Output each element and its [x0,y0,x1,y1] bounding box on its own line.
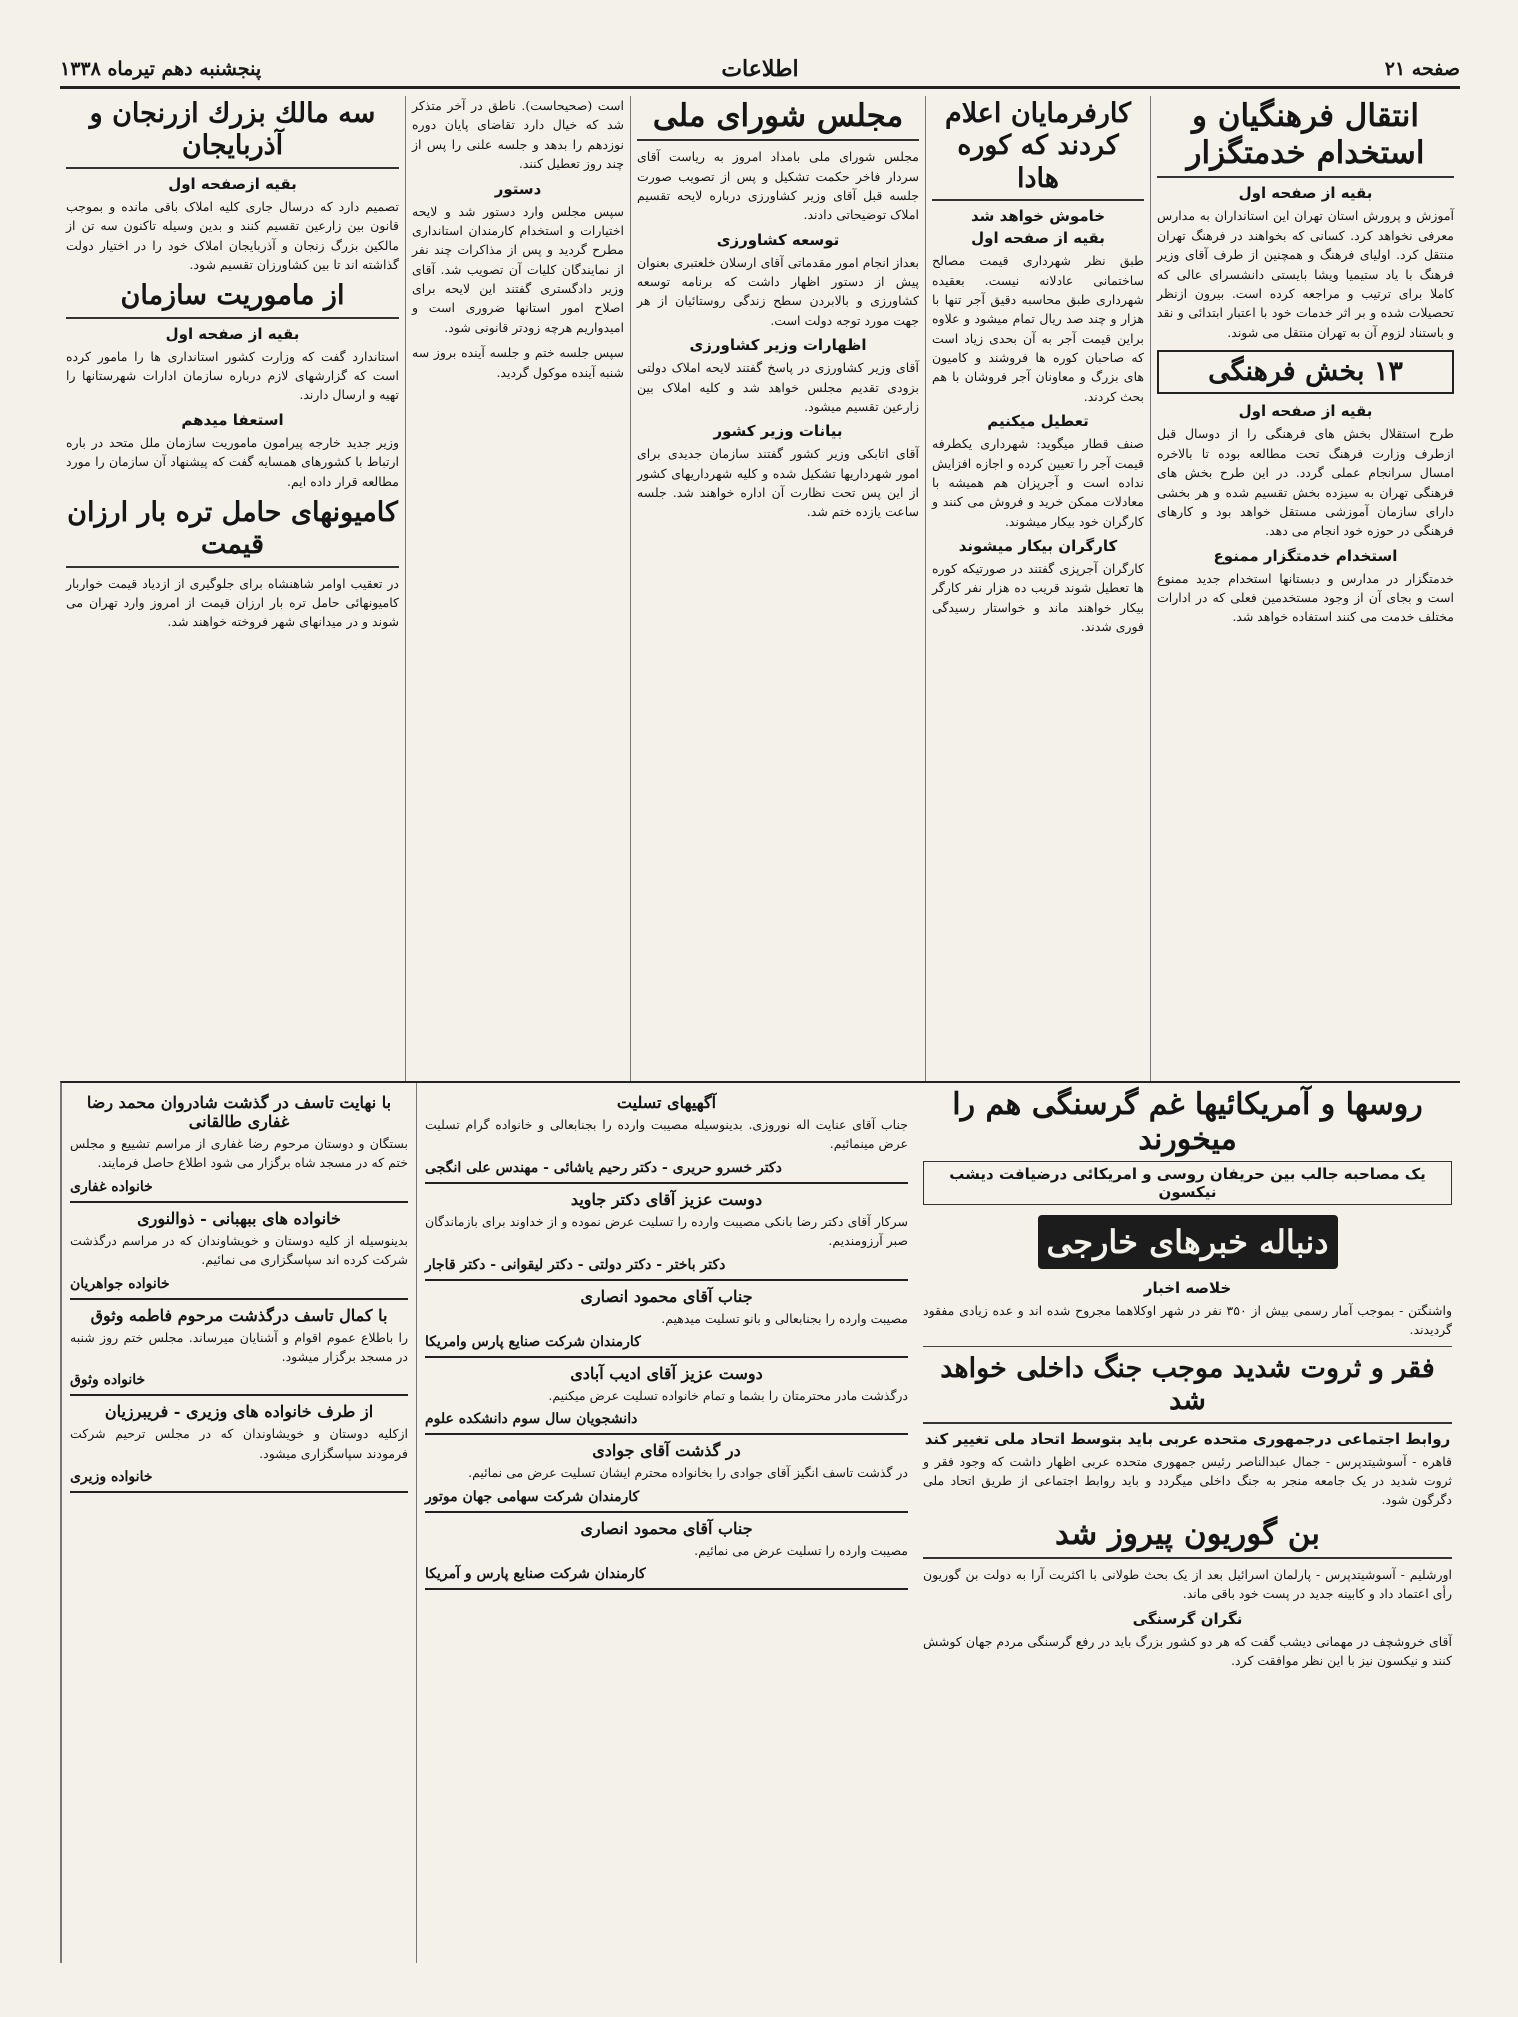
foreign-news-section [915,1081,1460,1963]
notice-title: خانواده های ببهبانی - ذوالنوری [137,1208,341,1228]
notice-body: مصیبت وارده را تسلیت عرض می نمائیم. [694,1542,908,1558]
subhead: توسعه کشاورزی [716,230,840,249]
continued-note: بقیه از صفحه اول [165,324,300,343]
notice-title: جناب آقای محمود انصاری [580,1286,753,1306]
notice-body: ازکلیه دوستان و خویشاوندان که در مجلس ترحیم شرکت فرمودند سپاسگزاری میشود. [70,1426,408,1461]
masthead [60,52,1460,89]
notice-signature: خانواده جواهریان [70,1275,170,1292]
headline-teacher-transfer: انتقال فرهنگیان و استخدام خدمتگزار [1157,98,1454,178]
column-3 [630,96,925,1081]
notice-title: با کمال تاسف درگذشت مرحوم فاطمه وثوق [90,1305,388,1325]
notice-signature: دانشجویان سال سوم دانشکده علوم [425,1411,638,1428]
paper-name: اطلاعات [721,56,799,82]
subhead: کارگران بیکار میشوند [958,537,1118,556]
subhead: استعفا میدهم [181,410,284,429]
notice-signature: خانواده وزیری [70,1469,153,1485]
notice-signature: کارمندان شرکت سهامی جهان موتور [425,1488,640,1505]
column-1 [1150,96,1460,1081]
article-body: در تعقیب اوامر شاهنشاه برای جلوگیری از ازدیاد قیمت خواربار کامیونهائی حامل تره بار ارزان قیمت از امروز وارد تهران می شوند و در میدانهای شهر فروخته خواهند شد. [66,575,399,630]
subhead: نگران گرسنگی [1132,1609,1243,1628]
continued-note: بقیه از صفحه اول [971,229,1105,248]
headline-13-districts: ۱۳ بخش فرهنگی [1157,350,1454,394]
notice-body: مصیبت وارده را بجنابعالی و بانو تسلیت میدهیم. [661,1310,908,1326]
issue-date: پنجشنبه دهم تیرماه ۱۳۳۸ [60,58,262,80]
notice [425,1087,908,1184]
article-body: طرح استقلال بخش های فرهنگی را از دوسال قبل ازطرف وزارت فرهنگ تحت مطالعه بوده تا بالاخره امسال سرانجام عملی گردد. در این طرح بخش های فرهنگی تهران به سیزده بخش تقسیم شده و هر بخشی دارای سازمان آموزشی مستقل خواهد بود و کارهای فرهنگی در حوزه خود انجام می دهد. [1157,426,1454,539]
subhead: اظهارات وزیر کشاورزی [689,336,867,355]
foreign-banner-subhead: یک مصاحبه جالب بین حریفان روسی و امریکائی درضیافت دیشب نیکسون [923,1161,1452,1205]
notice-title: از طرف خانواده های وزیری - فریبرزیان [104,1402,374,1422]
headline-kilns: کارفرمایان اعلام کردند که کوره هادا [932,98,1144,201]
notice [70,1087,408,1203]
article-body: آقای خروشچف در مهمانی دیشب گفت که هر دو کشور بزرگ باید در رفع گرسنگی مردم جهان کوشش کنند و نیکسون نیز با این نظر موافقت کرد. [923,1633,1452,1668]
notices-column-right [416,1083,916,1963]
notice-body: بستگان و دوستان مرحوم رضا غفاری از مراسم تشییع و مجلس ختم که در مسجد شاه برگزار می شود اطلاع حاصل فرمایند. [70,1136,408,1171]
notice-signature: خانواده وثوق [70,1372,146,1389]
headline-parliament: مجلس شورای ملی [637,98,919,141]
subhead: خاموش خواهد شد [970,207,1106,226]
article-body: صنف قطار میگوید: شهرداری یکطرفه قیمت آجر را تعیین کرده و اجازه افزایش نداده است و آجرپزان هم همیشه با معادلات ممکن خرید و فروش می کنند و کارگران خود بیکار میشوند. [932,436,1144,529]
article-body: واشنگتن - بموجب آمار رسمی بیش از ۳۵۰ نفر در شهر اوکلاهما مجروح شده اند و عده زیادی مفقود گردیدند. [923,1303,1452,1338]
column-5 [60,96,405,1081]
column-2 [925,96,1150,1081]
notice-signature: دکتر باختر - دکتر دولتی - دکتر لیقوانی - دکتر قاجار [425,1256,726,1273]
article-body: وزیر جدید خارجه پیرامون ماموریت سازمان ملل متحد در باره ارتباط با کشورهای همسایه گفت که پیشنهاد آن سازمان را مورد مطالعه قرار داده ایم. [66,434,399,489]
subhead: بیانات وزیر کشور [713,422,843,441]
notice-signature: کارمندان شرکت صنایع پارس وامریکا [425,1333,641,1350]
notice-body: بدینوسیله از کلیه دوستان و خویشاوندان که در مراسم درگذشت شرکت کرده اند سپاسگزاری می نمائیم. [70,1232,408,1268]
notice-signature: دکتر خسرو حریری - دکتر رحیم یاشائی - مهندس علی انگجی [425,1159,782,1176]
notice [70,1396,408,1493]
notices-column-left [61,1083,416,1963]
notice-title: با نهایت تاسف در گذشت شادروان محمد رضا غفاری طالقانی [86,1093,392,1131]
notice-title: در گذشت آقای جوادی [592,1441,741,1461]
headline-poverty-wealth: فقر و ثروت شدید موجب جنگ داخلی خواهد شد [923,1353,1452,1424]
subhead: روابط اجتماعی درجمهوری متحده عربی باید بتوسط اتحاد ملی تغییر کند [924,1429,1451,1448]
subhead: تعطیل میکنیم [987,412,1089,431]
notice [425,1184,908,1281]
condolence-notices-area [60,1081,916,1963]
notice [425,1281,908,1358]
article-body: آموزش و پرورش استان تهران این استانداران به مدارس معرفی نخواهد کرد. کسانی که بخواهند در فرهنگ تهران منتقل کرد. اولیای فرهنگ و همچنین از طرف آقای وزیر فرهنگ با یاد ستیمیا ویشا بایستی دانشسرای عالی که کاملا برای ترتیب و مراجعه کرده است. بیرون ازنظر تحصیلات شده و بر اثر خدمات خود با اعتبار ابتدائی و نقد و باستناد لزوم آن به تهران منتقل می شوند. [1157,208,1454,340]
article-body: سپس مجلس وارد دستور شد و لایحه اختیارات و استخدام کارمندان استانداری مطرح گردید و پس از مذاکرات چند نفر از نمایندگان کلیات آن تصویب شد. آقای وزیر دادگستری گفتند این لایحه برای اصلاح امور استانها ضروری است و امیدواریم هرچه زودتر قانونی شود. [412,203,624,335]
headline-trucks: کامیونهای حامل تره بار ارزان قیمت [66,497,399,568]
notice [425,1435,908,1512]
subhead: دستور [494,179,542,198]
notice-body: را باطلاع عموم اقوام و آشنایان میرساند. مجلس ختم روز شنبه در مسجد برگزار میشود. [70,1329,408,1364]
page-number: صفحه ۲۱ [1384,58,1460,80]
article-body: خدمتگزار در مدارس و دبستانها استخدام جدید ممنوع است و بجای آن از وجود مستخدمین فعلی که در ادارات مختلف خدمت می کنند استفاده خواهد شد. [1157,570,1454,625]
continued-note: بقیه از صفحه اول [1238,184,1373,203]
notice-title: جناب آقای محمود انصاری [580,1518,753,1538]
foreign-banner-headline: روسها و آمریکائیها غم گرسنگی هم را میخورند [952,1087,1423,1157]
subhead: خلاصه اخبار [1143,1279,1232,1297]
notice-body: درگذشت مادر محترمتان را بشما و تمام خانواده تسلیت عرض میکنیم. [548,1387,908,1403]
divider [923,1346,1452,1347]
continued-note: بقیه ازصفحه اول [168,174,297,193]
notice-body: جناب آقای عنایت اله نوروزی. بدینوسیله مصیبت وارده را بجنابعالی و خانواده گرام تسلیت عرض مینمائیم. [425,1117,908,1152]
article-body: اورشلیم - آسوشیتدپرس - پارلمان اسرائیل بعد از یک بحث طولانی با اکثریت آرا به دولت بن گوریون رأی اعتماد داد و کابینه جدید در پست خود باقی ماند. [923,1566,1452,1602]
column-4 [405,96,630,1081]
continued-note: بقیه از صفحه اول [1238,402,1373,421]
article-body: است (صحیحاست). ناطق در آخر متذکر شد که خیال دارد تقاضای پایان دوره نوزدهم را بدهد و جلسه علنی را پس از چند روز تعطیل کنند. [412,98,624,172]
headline-landowners: سه مالك بزرك ازرنجان و آذربایجان [66,98,399,169]
notice-title: دوست عزیز آقای دکتر جاوید [570,1189,763,1209]
notice-body: در گذشت تاسف انگیز آقای جوادی را بخانواده محترم ایشان تسلیت عرض می نمائیم. [468,1465,908,1481]
notice [70,1203,408,1300]
notice [425,1358,908,1435]
notice-title: آگهیهای تسلیت [616,1093,717,1112]
headline-ben-gurion: بن گوریون پیروز شد [923,1516,1452,1559]
subhead: استخدام خدمتگزار ممنوع [1213,546,1398,565]
notice-signature: کارمندان شرکت صنایع پارس و آمریکا [425,1566,646,1582]
notice-title: دوست عزیز آقای ادیب آبادی [570,1363,763,1383]
article-body: مجلس شورای ملی بامداد امروز به ریاست آقای سردار فاخر حکمت تشکیل و پس از تصویب صورت جلسه قبل آقای وزیر کشاورزی درباره لایحه تقسیم املاک توضیحاتی دادند. [637,149,919,223]
foreign-news-badge: دنباله خبرهای خارجی [1038,1215,1338,1269]
article-body: قاهره - آسوشیتدپرس - جمال عبدالناصر رئیس جمهوری متحده عربی اظهار داشت که وجود فقر و ثروت شدید در یک جامعه منجر به جنگ داخلی میگردد و باید روابط اجتماعی از طریق اتحاد ملی دگرگون شود. [923,1453,1452,1508]
headline-mission: از ماموریت سازمان [66,280,399,318]
notice-signature: خانواده غفاری [70,1178,153,1195]
notice-body: سرکار آقای دکتر رضا بانکی مصیبت وارده را تسلیت عرض نموده و از خداوند برای بازماندگان صبر آرزومندیم. [425,1213,908,1249]
notice [70,1300,408,1397]
article-body: کارگران آجرپزی گفتند در صورتیکه کوره ها تعطیل شوند قریب ده هزار نفر کارگر بیکار خواهند ماند و خواستار رسیدگی فوری شدند. [932,561,1144,635]
article-body: استاندارد گفت که وزارت کشور استانداری ها را مامور کرده است که گزارشهای لازم درباره سازمان ادارات شهرستانها را تهیه و ارسال دارند. [66,348,399,403]
foreign-news-body [915,1279,1460,1670]
article-body: تصمیم دارد که درسال جاری کلیه املاک باقی مانده و بموجب قانون بین زارعین تقسیم کنند و بدین وسیله تاکنون سه تن از مالکین بزرگ زنجان و آذربایجان املاک خود را در اختیار دولت گذاشته اند تا بین کشاورزان تقسیم شود. [66,198,399,272]
notice [425,1513,908,1590]
article-body: بعداز انجام امور مقدماتی آقای ارسلان خلعتبری بعنوان پیش از دستور اظهار داشت که برنامه توسعه کشاورزی و بالابردن سطح زندگی روستائیان از هر جهت مورد توجه دولت است. [637,254,919,328]
article-body: طبق نظر شهرداری قیمت مصالح ساختمانی عادلانه نیست. بعقیده شهرداری طبق محاسبه دقیق آجر تنها با هزار و چند صد ریال تمام میشود و علاوه براین قیمت آجر به آن بحدی زیاد است که صاحبان کوره ها فروشند و کامیون های بزرگ و معاونان آجر فروشان با هم بحث کردند. [932,253,1144,404]
article-body: آقای وزیر کشاورزی در پاسخ گفتند لایحه املاک دولتی بزودی تقدیم مجلس خواهد شد و کلیه املاک بین زارعین تقسیم میشود. [637,360,919,414]
article-body: آقای اتابکی وزیر کشور گفتند سازمان جدیدی برای امور شهرداریها تشکیل شده و کلیه شهرداریهای کشور از این پس تحت نظارت آن اداره خواهند شد. جلسه ساعت یازده ختم شد. [637,446,919,520]
article-body: سپس جلسه ختم و جلسه آینده بروز سه شنبه آینده موکول گردید. [412,345,624,380]
